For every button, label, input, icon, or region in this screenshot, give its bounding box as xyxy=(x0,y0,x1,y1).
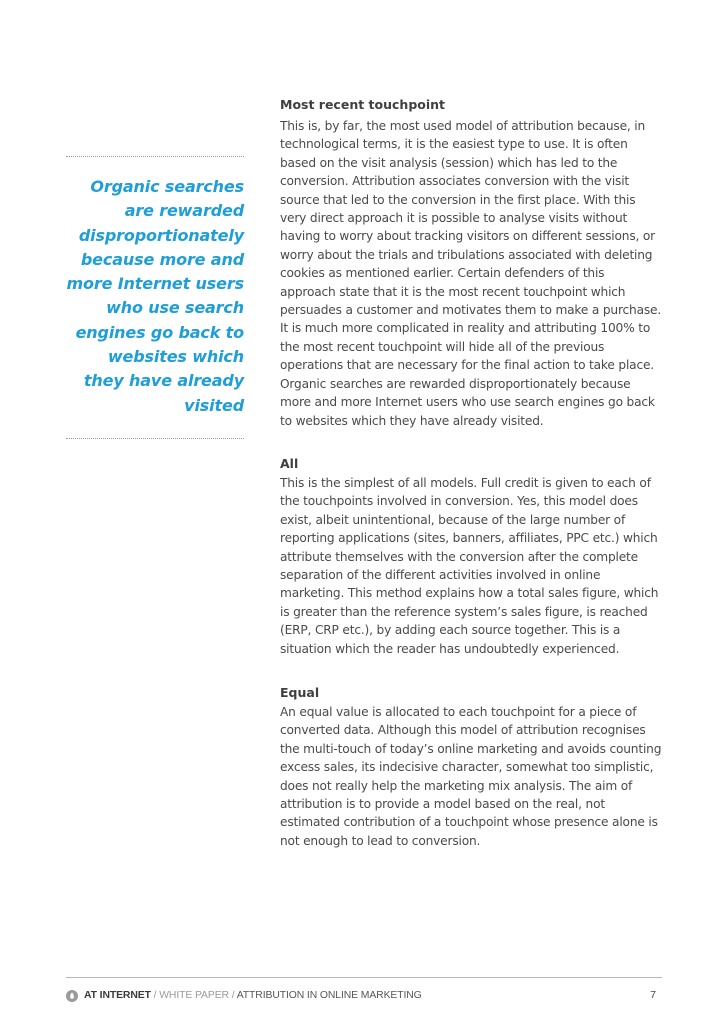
footer-divider xyxy=(66,977,662,978)
at-internet-logo-icon xyxy=(66,990,78,1002)
section-heading: All xyxy=(280,455,299,471)
section-body: This is, by far, the most used model of attribution because, in technological terms, it is the easiest type to use. It is often based on the visit analysis (session) which has led to the conversion. Attribution associates conversion with the visit source that led to the conversion in the first place. With this very direct approach it is possible to analyse visits without having to worry about tracking visitors on different sessions, or worry about the trials and tribulations associated with deleting cookies as mentioned earlier. Certain defenders of this approach state that it is the most recent touchpoint which persuades a customer and motivates them to make a purchase. It is much more complicated in reality and attributing 100% to the most recent touchpoint will hide all of the previous operations that are necessary for the final action to take place. Organic searches are rewarded disproportionately because more and more Internet users who use search engines go back to websites which they have already visited. xyxy=(280,119,662,428)
top-dotted-divider xyxy=(66,156,244,157)
section-equal xyxy=(280,683,662,850)
footer-breadcrumb xyxy=(84,988,422,1004)
main-content xyxy=(280,95,662,868)
footer-separator: / xyxy=(231,990,235,1001)
section-heading: Equal xyxy=(280,684,320,700)
footer-doc-type: WHITE PAPER xyxy=(159,990,229,1001)
footer-separator: / xyxy=(153,990,157,1001)
footer-doc-title: ATTRIBUTION IN ONLINE MARKETING xyxy=(236,990,422,1001)
section-heading: Most recent touchpoint xyxy=(280,97,446,112)
section-body: An equal value is allocated to each touchpoint for a piece of converted data. Although this model of attribution recognises the multi-touch of today’s online marketing and avoids counting excess sales, its indecisive character, somewhat too simplistic, does not really help the marketing mix analysis. The aim of attribution is to provide a model based on the real, not estimated contribution of a touchpoint whose presence alone is not enough to lead to conversion. xyxy=(280,704,662,848)
section-all xyxy=(280,454,662,658)
pull-quote: Organic searches are rewarded disproportionately because more and more Internet users who use search engines go back to websites which they have already visited xyxy=(66,177,244,415)
sidebar xyxy=(66,156,244,439)
page-footer xyxy=(66,988,662,1004)
bottom-dotted-divider xyxy=(66,438,244,439)
section-body: This is the simplest of all models. Full credit is given to each of the touchpoints involved in conversion. Yes, this model does exist, albeit unintentional, because of the large number of reporting applications (sites, banners, affiliates, PPC etc.) which attribute themselves with the conversion after the complete separation of the different activities involved in online marketing. This method explains how a total sales figure, which is greater than the reference system’s sales figure, is reached (ERP, CRP etc.), by adding each source together. This is a situation which the reader has undoubtedly experienced. xyxy=(280,475,659,656)
page-number: 7 xyxy=(650,990,656,1001)
footer-brand: AT INTERNET xyxy=(84,990,151,1001)
section-most-recent-touchpoint xyxy=(280,95,662,430)
